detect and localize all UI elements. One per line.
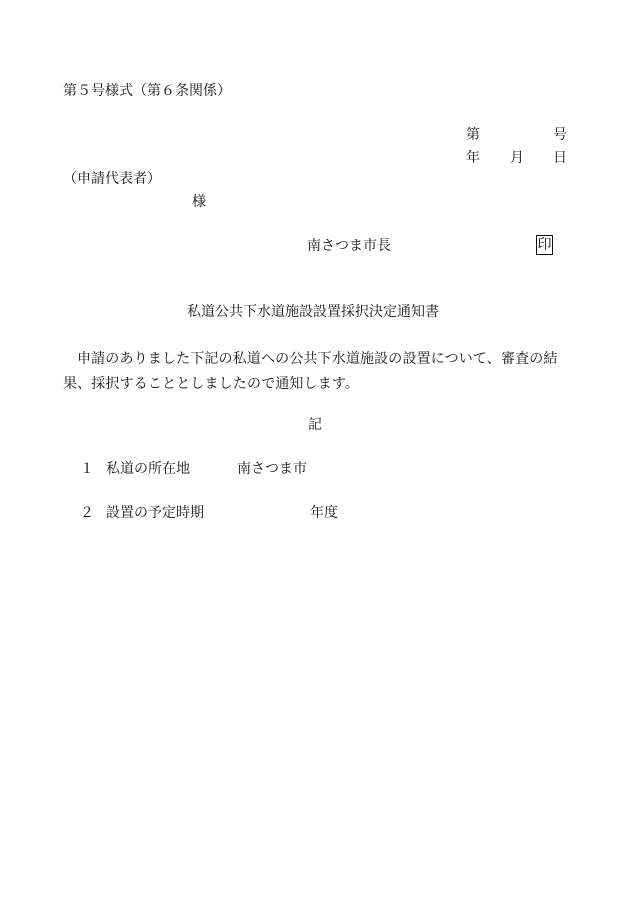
- honorific: 様: [192, 194, 206, 210]
- item-label: 設置の予定時期: [106, 505, 204, 521]
- item-number: １: [80, 461, 94, 477]
- ki-heading: 記: [308, 417, 322, 433]
- body-text: 申請のありました下記の私道への公共下水道施設の設置について、審査の結果、採択することとしましたので通知します。: [63, 351, 558, 392]
- date-day: 日: [553, 150, 567, 166]
- document-title: 私道公共下水道施設設置採択決定通知書: [187, 304, 439, 320]
- recipient-label: （申請代表者）: [63, 171, 161, 187]
- item-label: 私道の所在地: [106, 461, 190, 477]
- number-suffix: 号: [553, 127, 567, 143]
- sender-name: 南さつま市長: [307, 238, 391, 254]
- form-id: 第５号様式（第６条関係）: [63, 83, 231, 99]
- date-year: 年: [466, 150, 480, 166]
- date-month: 月: [510, 150, 524, 166]
- seal-stamp: 印: [537, 237, 552, 253]
- item-number: ２: [80, 505, 94, 521]
- item-value: 年度: [310, 505, 338, 521]
- number-prefix: 第: [466, 127, 480, 143]
- item-value: 南さつま市: [237, 461, 307, 477]
